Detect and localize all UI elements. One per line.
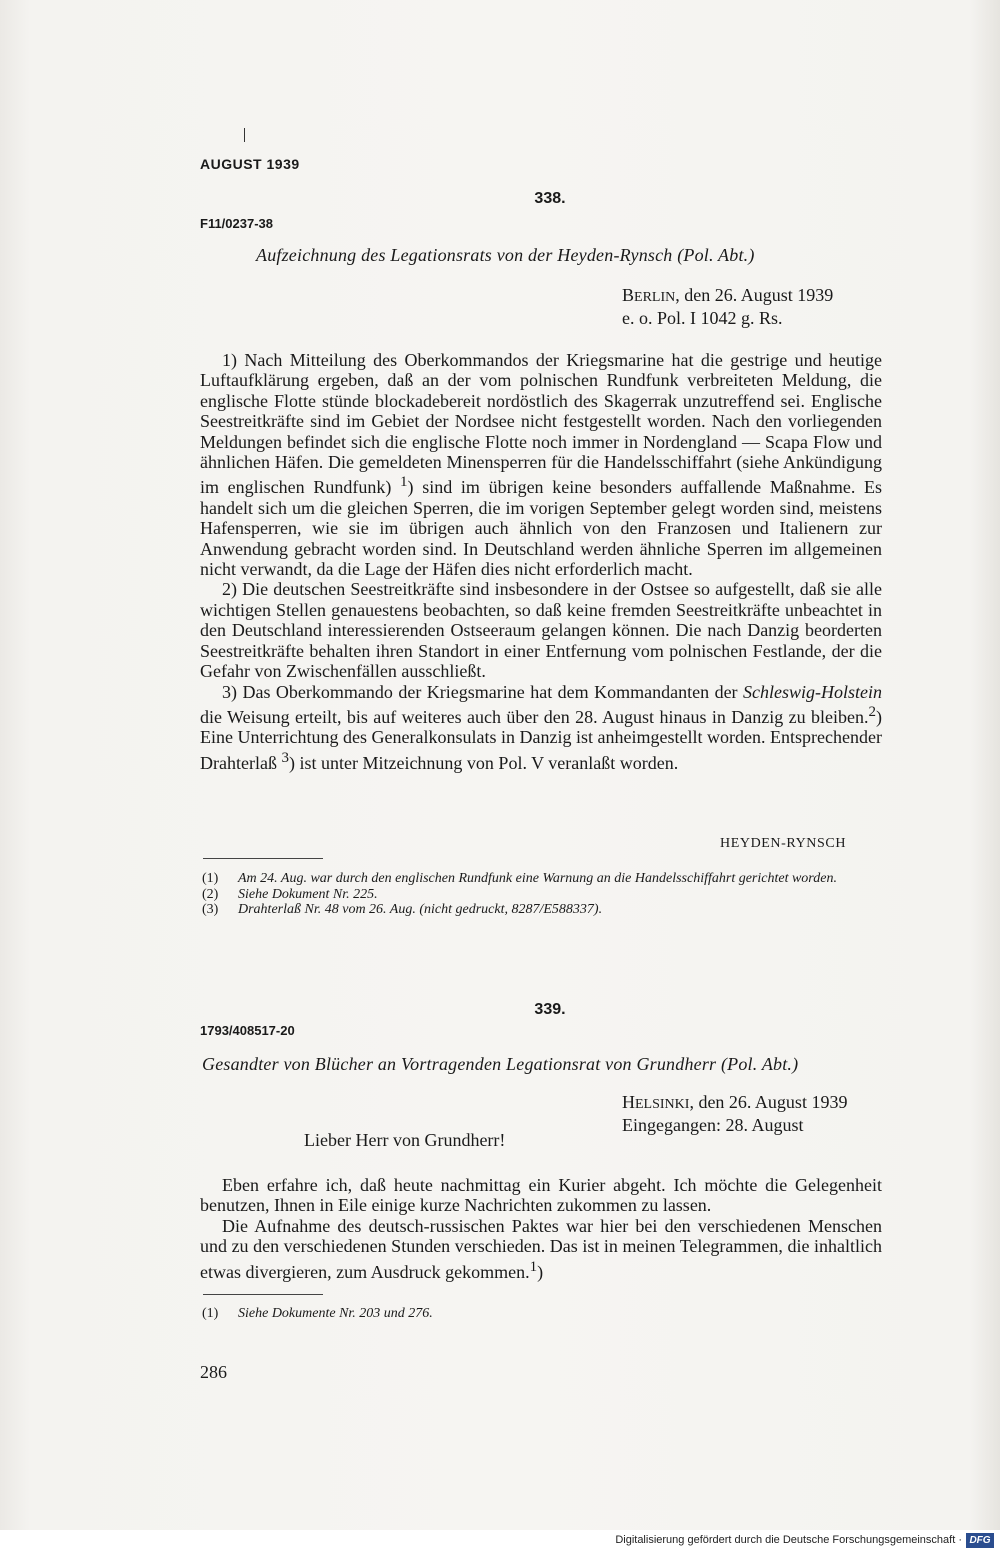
letter-body xyxy=(200,1175,882,1282)
document-title: Gesandter von Blücher an Vortragenden Legationsrat von Grundherr (Pol. Abt.) xyxy=(202,1054,799,1074)
signature: HEYDEN-RYNSCH xyxy=(720,836,847,851)
footnote-rule xyxy=(203,858,323,859)
footnote: (2) Siehe Dokument Nr. 225. xyxy=(202,886,378,902)
place-rest: ERLIN xyxy=(634,290,676,305)
ship-name: Schleswig-Holstein xyxy=(743,681,882,702)
footnotes xyxy=(202,1306,892,1322)
scan-mark xyxy=(244,128,245,142)
footnote-ref: 2 xyxy=(868,703,876,720)
document-title: Aufzeichnung des Legationsrats von der Heyden-Rynsch (Pol. Abt.) xyxy=(256,245,755,265)
salutation: Lieber Herr von Grundherr! xyxy=(304,1130,506,1150)
document-number: 339. xyxy=(534,1001,566,1018)
paragraph-1: Eben erfahre ich, daß heute nachmittag ein Kurier abgeht. Ich möchte die Gelegenheit benutzen, Ihnen in Eile einige kurze Nachrichten zukommen zu lassen. xyxy=(200,1175,882,1216)
footnote: (3) Drahterlaß Nr. 48 vom 26. Aug. (nicht gedruckt, 8287/E588337). xyxy=(202,902,603,917)
dateline xyxy=(622,1092,847,1136)
dateline xyxy=(622,285,833,329)
date: , den 26. August 1939 xyxy=(675,285,834,305)
page-number: 286 xyxy=(200,1362,227,1382)
file-reference: F11/0237-38 xyxy=(200,216,274,231)
footnote-rule xyxy=(203,1294,323,1295)
paragraph-2: Die Aufnahme des deutsch-russischen Paktes war hier bei den verschiedenen Menschen und zu den verschiedenen Stunden verschieden. Das ist in meinen Telegrammen, die inhaltlich etwas divergieren, zum Ausdruck gekommen.$^1$) xyxy=(200,1215,882,1282)
footnotes xyxy=(202,871,892,918)
footnote-ref: 3 xyxy=(281,749,289,766)
footnote: (1) Am 24. Aug. war durch den englischen Rundfunk eine Warnung an die Handelsschiffahrt gerichtet worden. xyxy=(202,871,837,886)
file-reference: 1793/408517-20 xyxy=(200,1023,295,1038)
dfg-logo-icon: DFG xyxy=(966,1533,994,1548)
date: , den 26. August 1939 xyxy=(689,1092,848,1112)
place-rest: ELSINKI xyxy=(635,1097,690,1112)
paragraph-3: 3) Das Oberkommando der Kriegsmarine hat dem Kommandanten der Schleswig-Holstein die Weisung erteilt, bis auf weiteres auch über den 28. August hinaus in Danzig zu bleiben.$^2$) Eine Unterrichtung des Generalkonsulats in Danzig ist anheimgestellt worden. Entsprechender Drahterlaß $^3$) ist unter Mitzeichnung von Pol. V veranlaßt worden. xyxy=(200,681,882,773)
paragraph-1: 1) Nach Mitteilung des Oberkommandos der Kriegsmarine hat die gestrige und heutige Luftaufklärung ergeben, daß an der vom polnischen Rundfunk verbreiteten Meldung, die englische Flotte stünde blockadebereit nordöstlich des Skagerrak unzutreffend sei. Englische Seestreitkräfte sind im Gebiet der Nordsee nicht festgestellt worden. Nach den vorliegenden Meldungen befindet sich die englische Flotte noch immer in Nordengland — Scapa Flow und ähnlichen Häfen. Die gemeldeten Minensperren für die Handelsschiffahrt (siehe Ankündigung im englischen Rundfunk) $^1$) sind im übrigen keine besonders auffallende Maßnahme. Es handelt sich um die gleichen Sperren, die im vorigen September gelegt worden sind, meistens Hafensperren, wie sie im übrigen auch ähnlich von den Franzosen und Italienern zur Anwendung gebracht worden sind. In Deutschland werden ähnliche Sperren im allgemeinen nicht verwandt, da die Lage der Häfen dies nicht erforderlich macht. xyxy=(200,350,883,580)
paragraph-2: 2) Die deutschen Seestreitkräfte sind insbesondere in der Ostsee so aufgestellt, daß sie alle wichtigen Stellen genauestens beobachten, so daß keine fremden Seestreitkräfte unbeachtet in den Deutschland interessierenden Ostseeraum gelangen können. Die nach Danzig beorderten Seestreitkräfte behalten ihren Standort in einer Entfernung vom polnischen Festlande, der die Gefahr von Zwischenfällen ausschließt. xyxy=(200,579,882,682)
document-body xyxy=(200,350,882,773)
footnote: (1) Siehe Dokumente Nr. 203 und 276. xyxy=(202,1306,433,1321)
place-initial: B xyxy=(622,285,635,305)
footnote-ref: 1 xyxy=(529,1258,538,1275)
footnote-ref: 1 xyxy=(400,474,408,491)
funding-credit: Digitalisierung gefördert durch die Deutsche Forschungsgemeinschaft · xyxy=(615,1534,962,1546)
place-initial: H xyxy=(622,1092,635,1112)
received-date: Eingegangen: 28. August xyxy=(622,1115,804,1135)
running-header: AUGUST 1939 xyxy=(200,156,300,172)
document-number: 338. xyxy=(534,190,566,207)
digitization-bar xyxy=(0,1530,1000,1554)
file-code: e. o. Pol. I 1042 g. Rs. xyxy=(622,308,783,328)
